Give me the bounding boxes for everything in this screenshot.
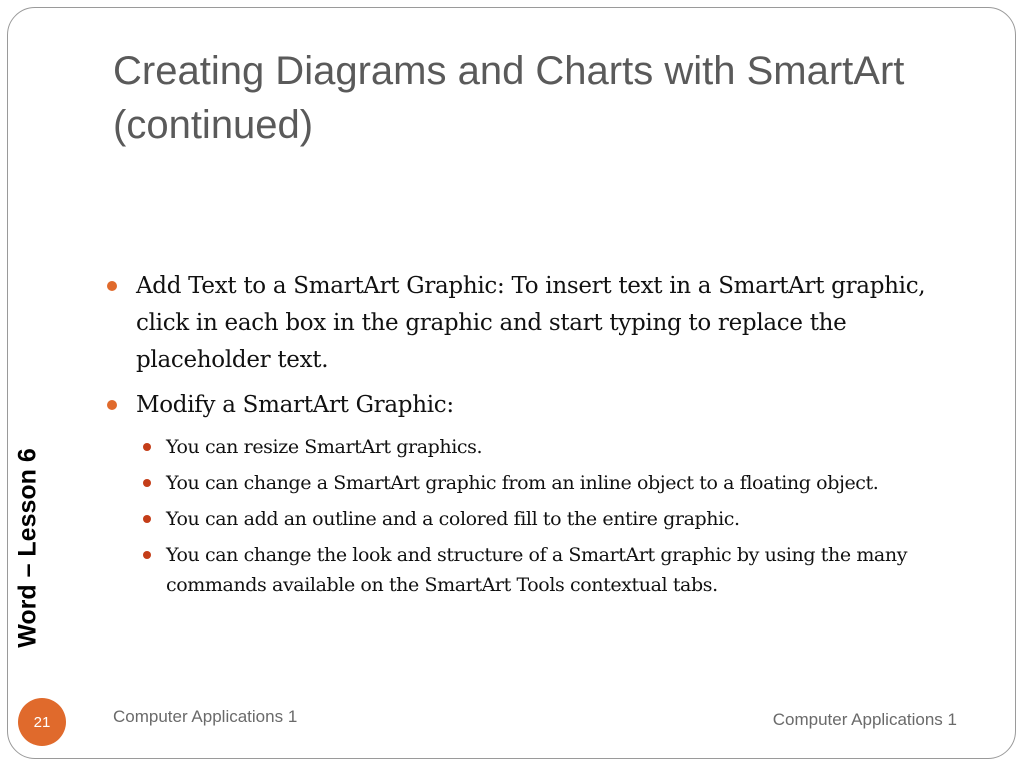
bullet-dot-icon (107, 400, 117, 410)
sub-bullet-item (105, 540, 965, 600)
sub-bullet-item (105, 504, 965, 534)
sub-bullet-text: You can change the look and structure of a SmartArt graphic by using the many commands available on the SmartArt Tools contextual tabs. (166, 544, 908, 596)
sub-bullet-dot-icon (143, 443, 151, 451)
sub-bullet-text: You can resize SmartArt graphics. (166, 436, 483, 458)
sub-bullet-text: You can add an outline and a colored fill to the entire graphic. (166, 508, 740, 530)
slide-content (105, 268, 965, 606)
sub-bullet-dot-icon (143, 515, 151, 523)
page-number: 21 (33, 713, 51, 731)
sub-bullet-text: You can change a SmartArt graphic from an inline object to a floating object. (166, 472, 879, 494)
page-number-badge (18, 698, 66, 746)
slide-title: Creating Diagrams and Charts with SmartArt (continued) (113, 49, 905, 147)
bullet-list (105, 268, 965, 424)
bullet-text: Add Text to a SmartArt Graphic: To insert text in a SmartArt graphic, click in each box in the graphic and start typing to replace the placeholder text. (136, 273, 926, 373)
bullet-item (105, 387, 965, 424)
sub-bullet-item (105, 432, 965, 462)
sidebar-lesson-label: Word – Lesson 6 (13, 448, 42, 648)
bullet-item (105, 268, 965, 379)
bullet-text: Modify a SmartArt Graphic: (136, 392, 454, 418)
footer-left: Computer Applications 1 (113, 707, 298, 726)
sub-bullet-item (105, 468, 965, 498)
sub-bullet-list (105, 432, 965, 600)
sub-bullet-dot-icon (143, 479, 151, 487)
sub-bullet-dot-icon (143, 551, 151, 559)
footer-right: Computer Applications 1 (772, 710, 957, 729)
bullet-dot-icon (107, 281, 117, 291)
